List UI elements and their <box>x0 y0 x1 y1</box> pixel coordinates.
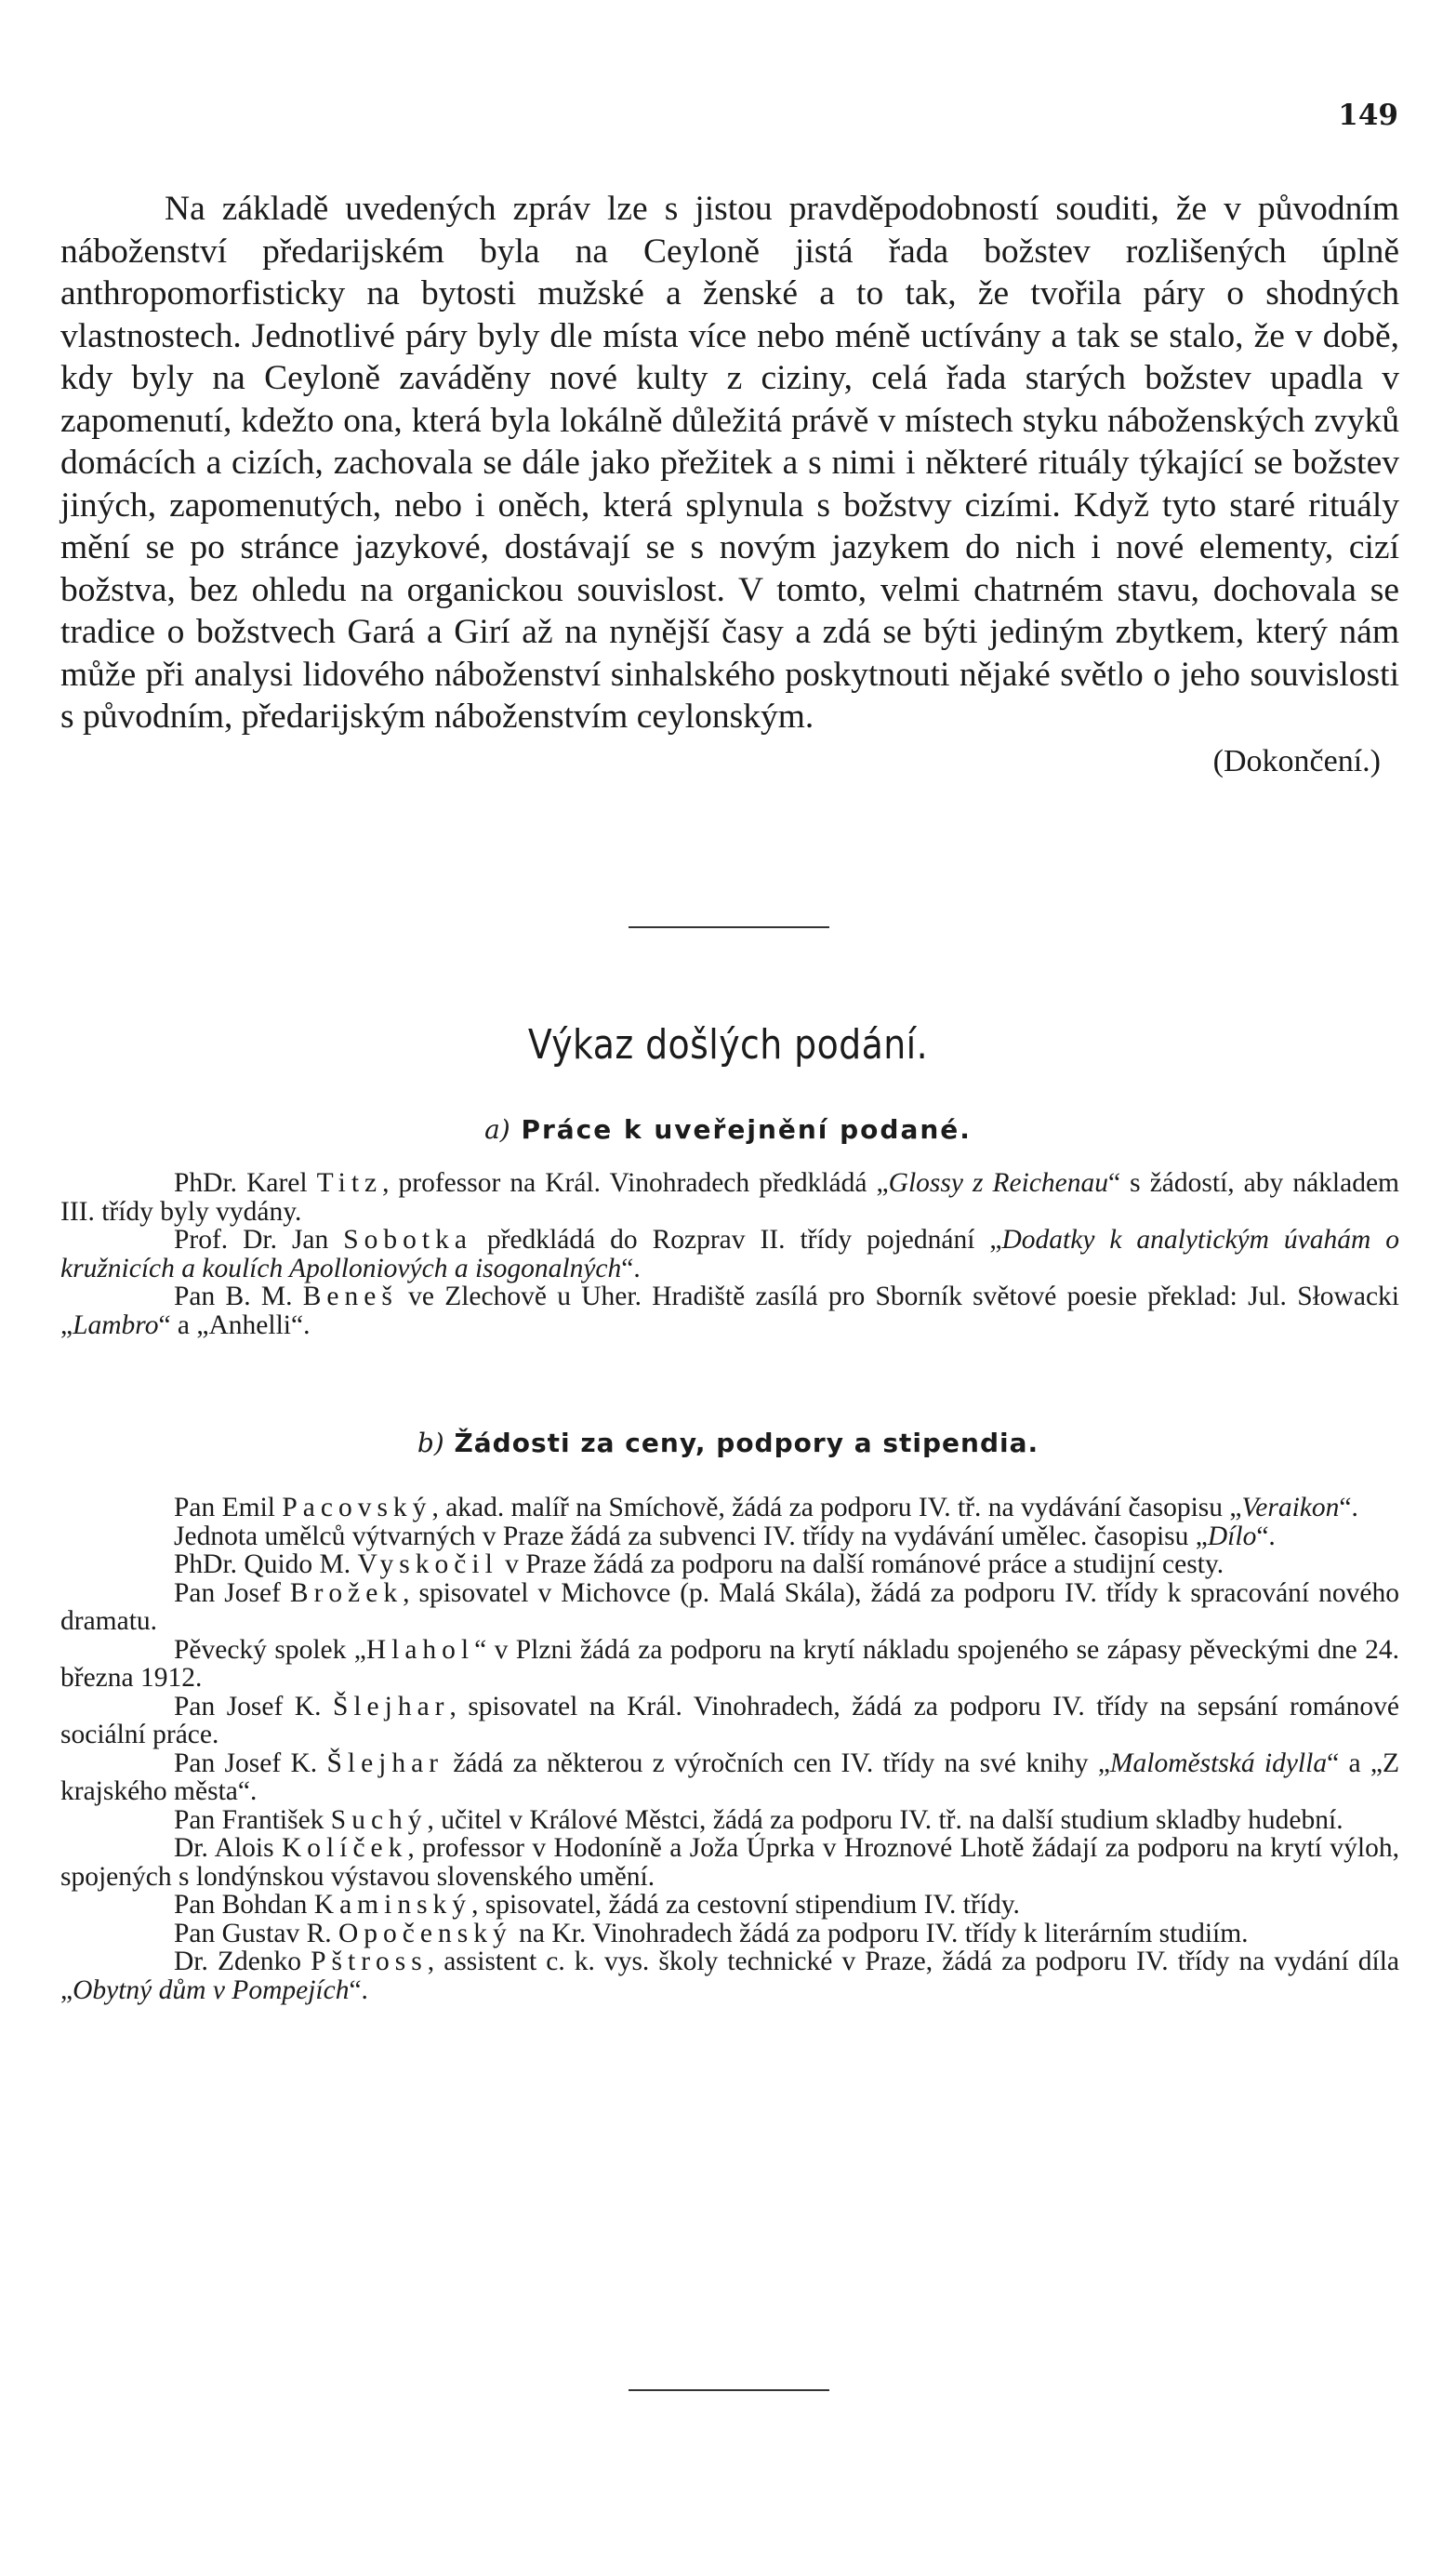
entry-text: “ s žádostí, aby nákladem III. třídy byly vydány. <box>60 1168 1400 1227</box>
list-entry <box>60 1169 1399 1226</box>
entry-text: , professor v Hodoníně a Joža Úprka v Hroznové Lhotě žádají za podporu na krytí výloh, spojených s londýnskou výstavou slovenského umění. <box>60 1833 1399 1892</box>
entry-work-title: Dodatky k analytickým úvahám o kružnicích a koulích Apolloniových a isogonalných <box>60 1225 1399 1283</box>
requests-list <box>60 1494 1399 2004</box>
entry-text: Pan Josef K. <box>174 1748 327 1778</box>
entry-text: Pan Emil <box>174 1493 283 1522</box>
entry-name: Brožek <box>289 1577 404 1608</box>
entry-name: Vyskočil <box>357 1549 498 1579</box>
conclusion-note: (Dokončení.) <box>1212 743 1381 778</box>
entry-text: “ a „Z krajského města“. <box>60 1748 1399 1806</box>
subheading-a <box>0 1114 1456 1145</box>
list-entry <box>60 1522 1399 1551</box>
entry-name: Sobotka <box>343 1225 472 1255</box>
entry-name: Pštross <box>311 1947 428 1976</box>
entry-text: Dr. Alois <box>174 1833 282 1863</box>
entry-name: Pacovský <box>282 1493 432 1522</box>
entry-text: Jednota umělců výtvarných v Praze žádá za subvenci IV. třídy na vydávání umělec. časopisu „ <box>174 1521 1208 1551</box>
entry-work-title: Obytný dům v Pompejích <box>73 1974 350 2005</box>
entry-name: Titz <box>316 1168 383 1198</box>
list-entry <box>60 1283 1399 1339</box>
entry-text: , spisovatel na Král. Vinohradech, žádá za podporu IV. třídy na sepsání románové sociální práce. <box>60 1691 1399 1749</box>
entry-text: “. <box>621 1253 641 1283</box>
entry-text: , assistent c. k. vys. školy technické v Praze, žádá za podporu IV. třídy na vydání díla „ <box>60 1947 1399 2005</box>
entry-name: Hlahol <box>365 1634 475 1665</box>
section-heading: Výkaz došlých podání. <box>527 1021 929 1069</box>
entry-text: Pan Gustav R. <box>174 1918 338 1948</box>
entry-text: Pan Josef <box>174 1577 290 1608</box>
entry-text: Pan Bohdan <box>174 1890 314 1920</box>
entry-text: “. <box>1256 1521 1276 1551</box>
entry-text: Prof. Dr. Jan <box>174 1225 344 1255</box>
entry-work-title: Dílo <box>1207 1521 1257 1551</box>
entry-text: Pan B. M. <box>174 1282 303 1311</box>
list-entry <box>60 1550 1399 1579</box>
page-number: 149 <box>1338 99 1398 132</box>
list-entry <box>60 1579 1399 1636</box>
entry-text: , spisovatel, žádá za cestovní stipendium IV. třídy. <box>471 1890 1020 1920</box>
paragraph: Na základě uvedených zpráv lze s jistou pravděpodobností souditi, že v původním náboženství předarijském byla na Ceyloně jistá řada božstev rozlišených úplně anthropomorfisticky na bytosti mužské a ženské a to tak, že tvořila páry o shodných vlastnostech. Jednotlivé páry byly dle místa více nebo méně uctívány a tak se stalo, že v době, kdy byly na Ceyloně zaváděny nové kulty z ciziny, celá řada starých božstev upadla v zapomenutí, kdežto ona, která byla lokálně důležitá právě v místech styku náboženských zvyků domácích a cizích, zachovala se dále jako přežitek a s nimi i některé rituály týkající se božstev jiných, zapomenutých, nebo i oněch, která splynula s božstvy cizími. Když tyto staré rituály mění se po stránce jazykové, dostávají se s novým jazykem do nich i nové elementy, cizí božstva, bez ohledu na organickou souvislost. V tomto, velmi chatrném stavu, dochovala se tradice o božstvech Gará a Girí až na nynější časy a zdá se býti jediným zbytkem, který nám může při analysi lidového náboženství sinhalského poskytnouti nějaké světlo o jeho souvislosti s původním, předarijským náboženstvím ceylonským. <box>60 190 1399 736</box>
entry-name: Opočenský <box>338 1918 512 1948</box>
entry-text: , učitel v Králové Městci, žádá za podporu IV. tř. na další studium skladby hudební. <box>427 1804 1343 1835</box>
subheading-a-letter: a) <box>484 1114 510 1145</box>
entry-text: v Praze žádá za podporu na další románové práce a studijní cesty. <box>497 1549 1224 1579</box>
entry-work-title: Veraikon <box>1241 1493 1340 1522</box>
entry-text: , professor na Král. Vinohradech předkládá „ <box>382 1168 889 1198</box>
list-entry <box>60 1947 1399 2004</box>
entry-name: Kolíček <box>282 1833 408 1863</box>
entry-name: Šlejhar <box>332 1691 450 1721</box>
entry-text: ve Zlechově u Uher. Hradiště zasílá pro Sborník světové poesie překlad: Jul. Słowacki „ <box>60 1282 1399 1340</box>
entry-name: Kaminský <box>313 1890 472 1920</box>
entry-name: Suchý <box>330 1804 428 1835</box>
entry-name: Šlejhar <box>326 1748 444 1778</box>
entry-text: žádá za některou z výročních cen IV. třídy na své knihy „ <box>443 1748 1110 1778</box>
entry-text: , spisovatel v Michovce (p. Malá Skála), žádá za podporu IV. třídy k spracování nového dramatu. <box>60 1577 1399 1636</box>
list-entry <box>60 1920 1399 1948</box>
entry-text: Pan František <box>174 1804 331 1835</box>
entry-text: “ a „Anhelli“. <box>158 1309 311 1340</box>
entry-text: “ v Plzni žádá za podporu na krytí nákladu spojeného se zápasy pěveckými dne 24. března 1912. <box>60 1634 1399 1693</box>
entry-work-title: Glossy z Reichenau <box>888 1168 1109 1198</box>
entry-work-title: Maloměstská idylla <box>1109 1748 1328 1778</box>
subheading-a-title: Práce k uveřejnění podané. <box>521 1114 972 1145</box>
list-entry <box>60 1636 1399 1693</box>
list-entry <box>60 1834 1399 1891</box>
list-entry <box>60 1226 1399 1283</box>
entry-text: předkládá do Rozprav II. třídy pojednání „ <box>471 1225 1002 1255</box>
entry-text: na Kr. Vinohradech žádá za podporu IV. třídy k literárním studiím. <box>511 1918 1249 1948</box>
entry-text: Pěvecký spolek „ <box>174 1634 366 1665</box>
entry-text: PhDr. Quido M. <box>174 1549 358 1579</box>
entry-text: “. <box>1339 1493 1358 1522</box>
entry-name: Beneš <box>302 1282 398 1311</box>
entry-text: Pan Josef K. <box>174 1691 333 1721</box>
article-conclusion <box>60 188 1399 782</box>
entry-text: “. <box>349 1974 368 2005</box>
entry-text: PhDr. Karel <box>174 1168 317 1198</box>
divider <box>629 926 829 928</box>
entry-work-title: Lambro <box>73 1309 159 1340</box>
list-entry <box>60 1891 1399 1920</box>
submitted-works-list <box>60 1169 1399 1339</box>
subheading-b-letter: b) <box>417 1428 444 1458</box>
list-entry <box>60 1806 1399 1835</box>
entry-text: Dr. Zdenko <box>174 1947 311 1976</box>
list-entry <box>60 1749 1399 1806</box>
list-entry <box>60 1494 1399 1522</box>
subheading-b-title: Žádosti za ceny, podpory a stipendia. <box>454 1428 1039 1458</box>
divider <box>629 2389 829 2391</box>
list-entry <box>60 1693 1399 1749</box>
entry-text: , akad. malíř na Smíchově, žádá za podporu IV. tř. na vydávání časopisu „ <box>431 1493 1242 1522</box>
subheading-b <box>0 1428 1456 1458</box>
